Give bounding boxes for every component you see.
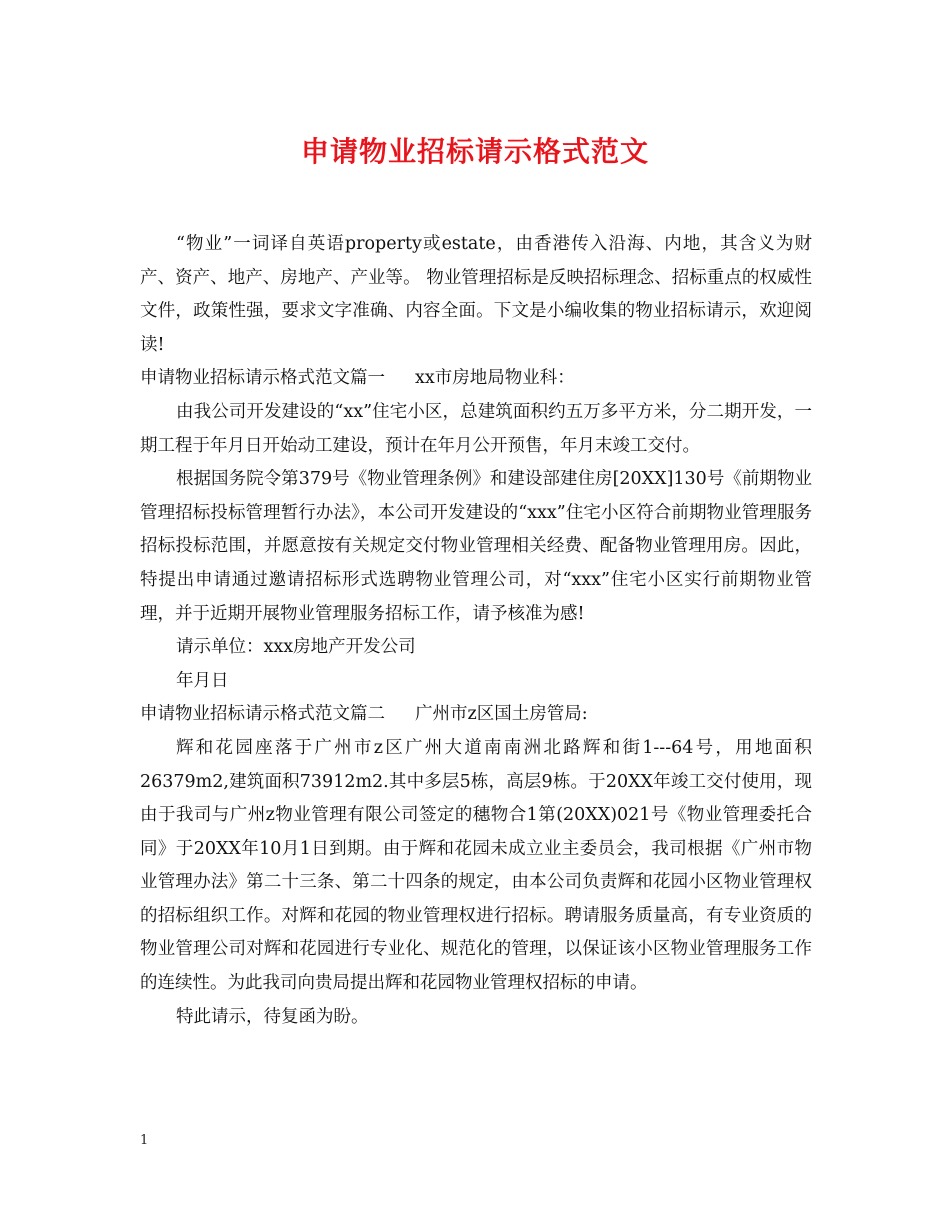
section2-addressee: 广州市z区国土房管局: bbox=[415, 704, 588, 725]
section1-date: 年月日 bbox=[176, 670, 229, 691]
document-title: 申请物业招标请示格式范文 bbox=[300, 135, 649, 168]
section2-heading: 申请物业招标请示格式范文篇二 bbox=[140, 704, 385, 725]
section1-heading-line bbox=[140, 362, 812, 396]
document-body bbox=[140, 228, 812, 1034]
intro-paragraph: “物业”一词译自英语property或estate，由香港传入沿海、内地，其含义为财产、资产、地产、房地产、产业等。 物业管理招标是反映招标理念、招标重点的权威性文件，政策性强，要求文字准确、内容全面。下文是小编收集的物业招标请示，欢迎阅读! bbox=[140, 234, 812, 355]
section1-unit: 请示单位：xxx房地产开发公司 bbox=[176, 637, 416, 658]
page-number: 1 bbox=[140, 1133, 149, 1148]
section1-paragraph-2: 根据国务院令第379号《物业管理条例》和建设部建住房[20XX]130号《前期物业管理招标投标管理暂行办法》，本公司开发建设的“xxx”住宅小区符合前期物业管理服务招标投标范围，并愿意按有关规定交付物业管理相关经费、配备物业管理用房。因此，特提出申请通过邀请招标形式选聘物业管理公司，对“xxx”住宅小区实行前期物业管理，并于近期开展物业管理服务招标工作，请予核准为感! bbox=[140, 469, 812, 624]
section1-paragraph-1: 由我公司开发建设的“xx”住宅小区，总建筑面积约五万多平方米，分二期开发，一期工程于年月日开始动工建设，预计在年月公开预售，年月末竣工交付。 bbox=[140, 401, 812, 456]
section1-addressee: xx市房地局物业科： bbox=[415, 368, 575, 389]
section1-heading: 申请物业招标请示格式范文篇一 bbox=[140, 368, 385, 389]
section2-closing: 特此请示，待复函为盼。 bbox=[176, 1006, 369, 1027]
section2-paragraph-1: 辉和花园座落于广州市z区广州大道南南洲北路辉和街1---64号，用地面积26379m2,建筑面积73912m2.其中多层5栋，高层9栋。于20XX年竣工交付使用，现由于我司与广州z物业管理有限公司签定的穗物合1第(20XX)021号《物业管理委托合同》于20XX年10月1日到期。由于辉和花园未成立业主委员会，我司根据《广州市物业管理办法》第二十三条、第二十四条的规定，由本公司负责辉和花园小区物业管理权的招标组织工作。对辉和花园的物业管理权进行招标。聘请服务质量高，有专业资质的物业管理公司对辉和花园进行专业化、规范化的管理，以保证该小区物业管理服务工作的连续性。为此我司向贵局提出辉和花园物业管理权招标的申请。 bbox=[140, 737, 812, 994]
section2-heading-line bbox=[140, 698, 812, 732]
